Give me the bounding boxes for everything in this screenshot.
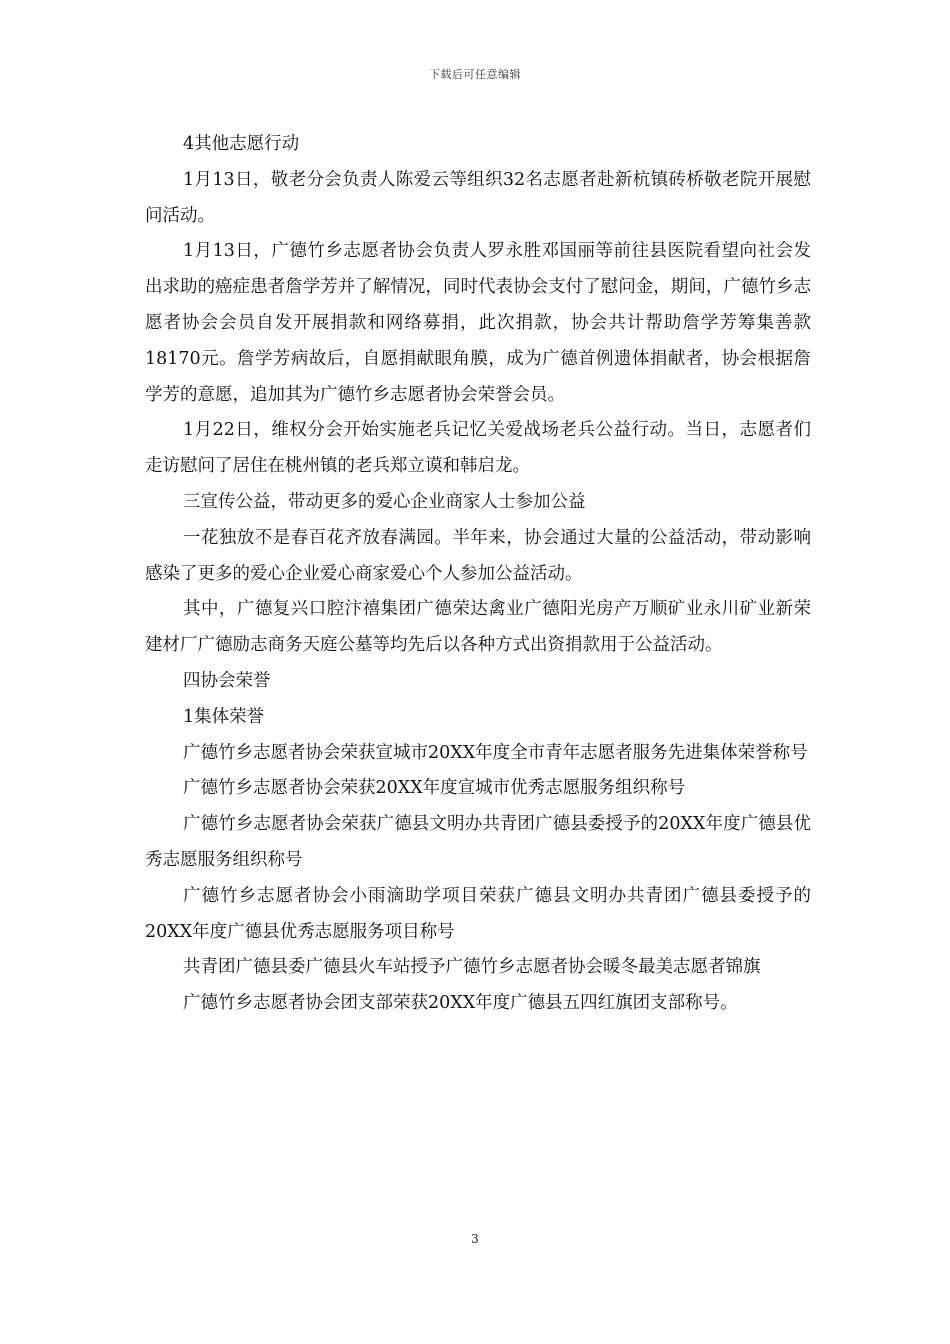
honor-item: 广德竹乡志愿者协会荣获宣城市20XX年度全市青年志愿者服务先进集体荣誉称号 [183,742,808,763]
section-heading-other-volunteer-actions: 4其他志愿行动 [183,134,300,154]
paragraph-veteran-care: 1月22日，维权分会开始实施老兵记忆关爱战场老兵公益行动。当日，志愿者们走访慰问了居住在桃州镇的老兵郑立谟和韩启龙。 [145,420,811,477]
paragraph-elderly-visit: 1月13日，敬老分会负责人陈爱云等组织32名志愿者赴新杭镇砖桥敬老院开展慰问活动。 [145,169,811,226]
honor-item: 广德竹乡志愿者协会荣获广德县文明办共青团广德县委授予的20XX年度广德县优秀志愿服务组织称号 [145,814,811,870]
document-body [145,127,811,1022]
page-number: 3 [471,1232,479,1246]
paragraph-promotion-summary: 一花独放不是春百花齐放春满园。半年来，协会通过大量的公益活动，带动影响感染了更多的爱心企业爱心商家爱心个人参加公益活动。 [145,527,811,584]
section-heading-public-welfare-promotion: 三宣传公益，带动更多的爱心企业商家人士参加公益 [183,491,586,512]
paragraph-cancer-patient-help: 1月13日，广德竹乡志愿者协会负责人罗永胜邓国丽等前往县医院看望向社会发出求助的癌症患者詹学芳并了解情况，同时代表协会支付了慰问金，期间，广德竹乡志愿者协会会员自发开展捐款和网络募捐，此次捐款，协会共计帮助詹学芳筹集善款18170元。詹学芳病故后，自愿捐献眼角膜，成为广德首例遗体捐献者，协会根据詹学芳的意愿，追加其为广德竹乡志愿者协会荣誉会员。 [145,241,811,405]
honor-item: 广德竹乡志愿者协会小雨滴助学项目荣获广德县文明办共青团广德县委授予的20XX年度广德县优秀志愿服务项目称号 [145,885,811,942]
section-heading-association-honors: 四协会荣誉 [183,670,271,691]
subsection-heading-collective-honors: 1集体荣誉 [183,706,265,727]
page-header: 下载后可任意编辑 [429,68,521,81]
paragraph-sponsor-list: 其中，广德复兴口腔汴禧集团广德荣达禽业广德阳光房产万顺矿业永川矿业新荣建材厂广德励志商务天庭公墓等均先后以各种方式出资捐款用于公益活动。 [145,599,811,656]
honor-item: 广德竹乡志愿者协会团支部荣获20XX年度广德县五四红旗团支部称号。 [183,993,738,1014]
honor-item: 广德竹乡志愿者协会荣获20XX年度宣城市优秀志愿服务组织称号 [183,778,686,799]
honor-item: 共青团广德县委广德县火车站授予广德竹乡志愿者协会暖冬最美志愿者锦旗 [183,957,761,978]
